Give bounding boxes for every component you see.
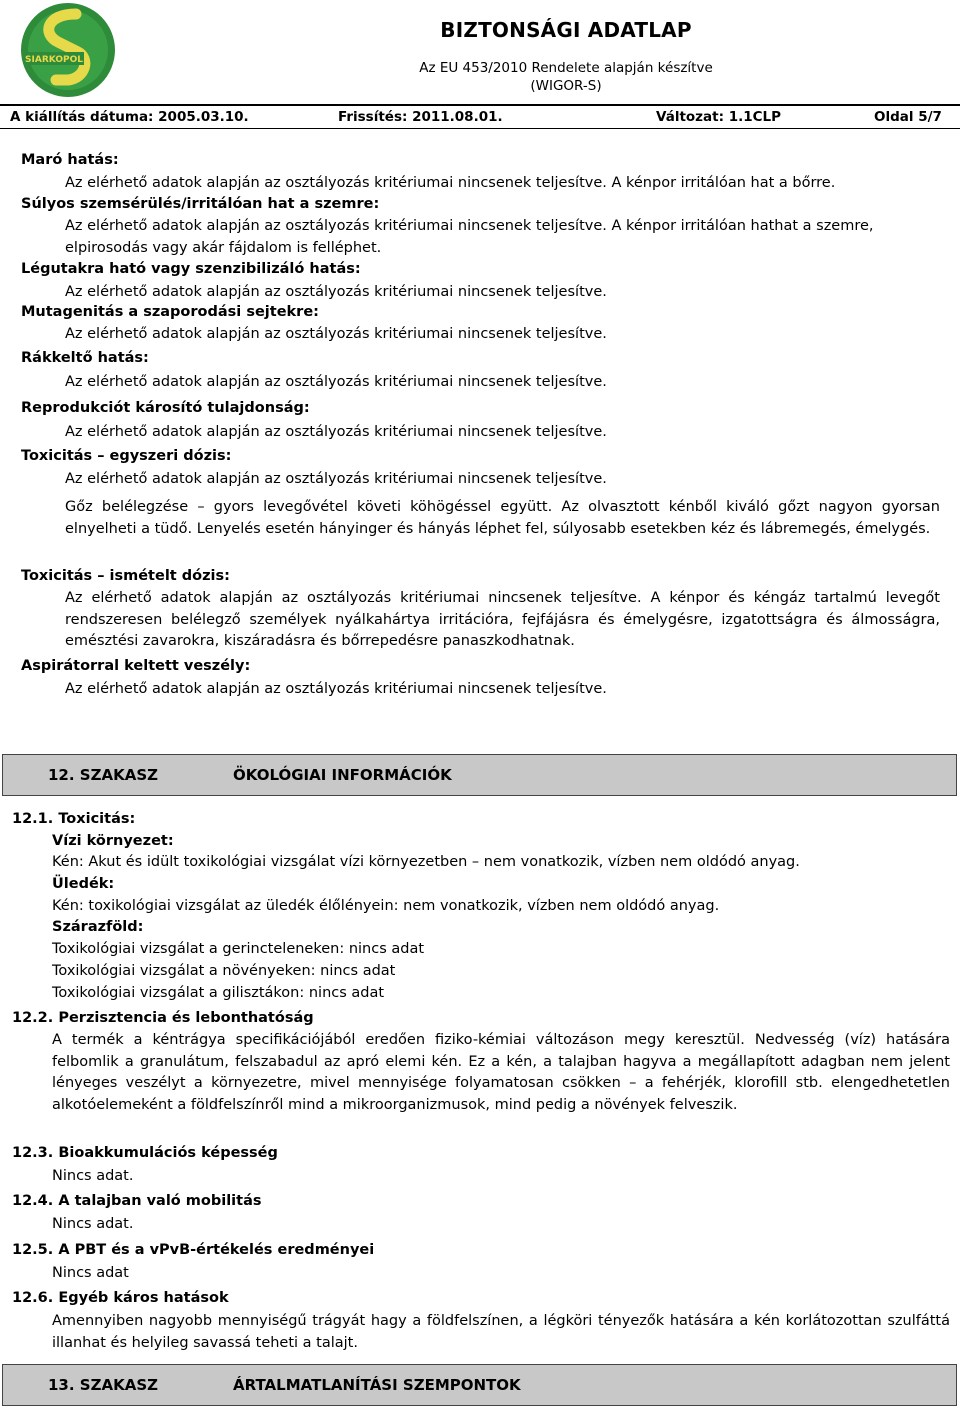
land-line-2: Toxikológiai vizsgálat a növényeken: nincs adat <box>52 963 396 979</box>
toxicity-heading: 12.1. Toxicitás: <box>12 811 136 827</box>
bioaccumulation-text: Nincs adat. <box>52 1168 134 1184</box>
land-label: Szárazföld: <box>52 919 144 935</box>
corrosive-text: Az elérhető adatok alapján az osztályozás kritériumai nincsenek teljesítve. A kénpor irritálóan hat a bőrre. <box>65 175 836 191</box>
section-13-title: ÁRTALMATLANÍTÁSI SZEMPONTOK <box>233 1376 521 1394</box>
reproductive-text: Az elérhető adatok alapján az osztályozás kritériumai nincsenek teljesítve. <box>65 424 607 440</box>
document-title: BIZTONSÁGI ADATLAP <box>440 18 692 42</box>
document-subtitle: Az EU 453/2010 Rendelete alapján készítve <box>419 60 713 76</box>
persistence-heading: 12.2. Perzisztencia és lebonthatóság <box>12 1010 314 1026</box>
single-dose-details: Gőz belélegzése – gyors levegővétel követi köhögéssel együtt. Az olvasztott kénből kiváló gőzt nagyon gyorsan elnyelheti a tüdő. Lenyelés esetén hányinger és hányás léphet fel, súlyosabb esetekben kéz és lábremegés, émelygés. <box>65 499 940 537</box>
company-logo <box>6 0 136 100</box>
eye-text: Az elérhető adatok alapján az osztályozás kritériumai nincsenek teljesítve. A kénpor irritálóan hathat a szemre, elpirosodás vagy akár fájdalom is felléphet. <box>65 218 874 256</box>
mutagenicity-text: Az elérhető adatok alapján az osztályozás kritériumai nincsenek teljesítve. <box>65 326 607 342</box>
section-12-number: 12. SZAKASZ <box>48 766 158 784</box>
mobility-heading: 12.4. A talajban való mobilitás <box>12 1193 262 1209</box>
mutagenicity-label: Mutagenitás a szaporodási sejtekre: <box>21 304 319 320</box>
single-dose-text: Az elérhető adatok alapján az osztályozás kritériumai nincsenek teljesítve. <box>65 471 607 487</box>
sediment-label: Üledék: <box>52 876 115 892</box>
document-subtitle-code: (WIGOR-S) <box>530 78 602 94</box>
other-effects-text: Amennyiben nagyobb mennyiségű trágyát hagy a földfelszínen, a légköri tényezők hatására a kén korlátozottan szulfáttá illanhat és helyileg savassá teheti a talajt. <box>52 1313 950 1351</box>
single-dose-label: Toxicitás – egyszeri dózis: <box>21 448 232 464</box>
carcinogenicity-label: Rákkeltő hatás: <box>21 350 149 366</box>
mobility-text: Nincs adat. <box>52 1216 134 1232</box>
version: Változat: 1.1CLP <box>656 109 782 125</box>
update-date: Frissítés: 2011.08.01. <box>338 109 503 125</box>
sediment-text: Kén: toxikológiai vizsgálat az üledék élőlényein: nem vonatkozik, vízben nem oldódó anyag. <box>52 898 720 914</box>
persistence-text: A termék a kéntrágya specifikációjából eredően fiziko-kémiai változáson megy keresztül. Nedvesség (víz) hatására felbomlik a granulátum, felszabadul az apró elemi kén. Ez a kén, a talajban hagyva a megállapított adagban nem jelent lényeges veszélyt a környezetre, mivel mennyisége folyamatosan csökken – a fehérjék, klorofill stb. elengedhetetlen alkotóelemeként a földfelszínről mind a mikroorganizmusok, mind pedig a növények felveszik. <box>52 1032 950 1113</box>
issue-date: A kiállítás dátuma: 2005.03.10. <box>10 109 249 125</box>
pbt-heading: 12.5. A PBT és a vPvB-értékelés eredményei <box>12 1242 375 1258</box>
respiratory-text: Az elérhető adatok alapján az osztályozás kritériumai nincsenek teljesítve. <box>65 284 607 300</box>
repeated-dose-text: Az elérhető adatok alapján az osztályozás kritériumai nincsenek teljesítve. A kénpor és kéngáz tartalmú levegőt rendszeresen belélegző személyek nyálkahártya irritációra, fejfájásra és émelygésre, izgatottságra és álmosságra, emésztési zavarokra, kiszáradásra és bőrrepedésre panaszkodhatnak. <box>65 590 940 649</box>
water-text: Kén: Akut és idült toxikológiai vizsgálat vízi környezetben – nem vonatkozik, vízben nem oldódó anyag. <box>52 854 800 870</box>
carcinogenicity-text: Az elérhető adatok alapján az osztályozás kritériumai nincsenek teljesítve. <box>65 374 607 390</box>
logo-text: SIARKOPOL <box>25 55 83 65</box>
corrosive-label: Maró hatás: <box>21 152 119 168</box>
repeated-dose-label: Toxicitás – ismételt dózis: <box>21 568 230 584</box>
section-12-title: ÖKOLÓGIAI INFORMÁCIÓK <box>233 766 452 784</box>
page-number: Oldal 5/7 <box>874 109 942 125</box>
respiratory-label: Légutakra ható vagy szenzibilizáló hatás: <box>21 261 361 277</box>
section-12-banner <box>2 754 957 796</box>
section-13-banner <box>2 1364 957 1406</box>
aspiration-label: Aspirátorral keltett veszély: <box>21 658 251 674</box>
water-label: Vízi környezet: <box>52 833 174 849</box>
header-divider <box>0 104 960 106</box>
eye-label: Súlyos szemsérülés/irritálóan hat a szemre: <box>21 196 380 212</box>
section-13-number: 13. SZAKASZ <box>48 1376 158 1394</box>
meta-divider <box>0 128 960 129</box>
land-line-3: Toxikológiai vizsgálat a gilisztákon: nincs adat <box>52 985 385 1001</box>
aspiration-text: Az elérhető adatok alapján az osztályozás kritériumai nincsenek teljesítve. <box>65 681 607 697</box>
reproductive-label: Reprodukciót károsító tulajdonság: <box>21 400 310 416</box>
pbt-text: Nincs adat <box>52 1265 129 1281</box>
land-line-1: Toxikológiai vizsgálat a gerincteleneken: nincs adat <box>52 941 425 957</box>
bioaccumulation-heading: 12.3. Bioakkumulációs képesség <box>12 1145 278 1161</box>
other-effects-heading: 12.6. Egyéb káros hatások <box>12 1290 229 1306</box>
